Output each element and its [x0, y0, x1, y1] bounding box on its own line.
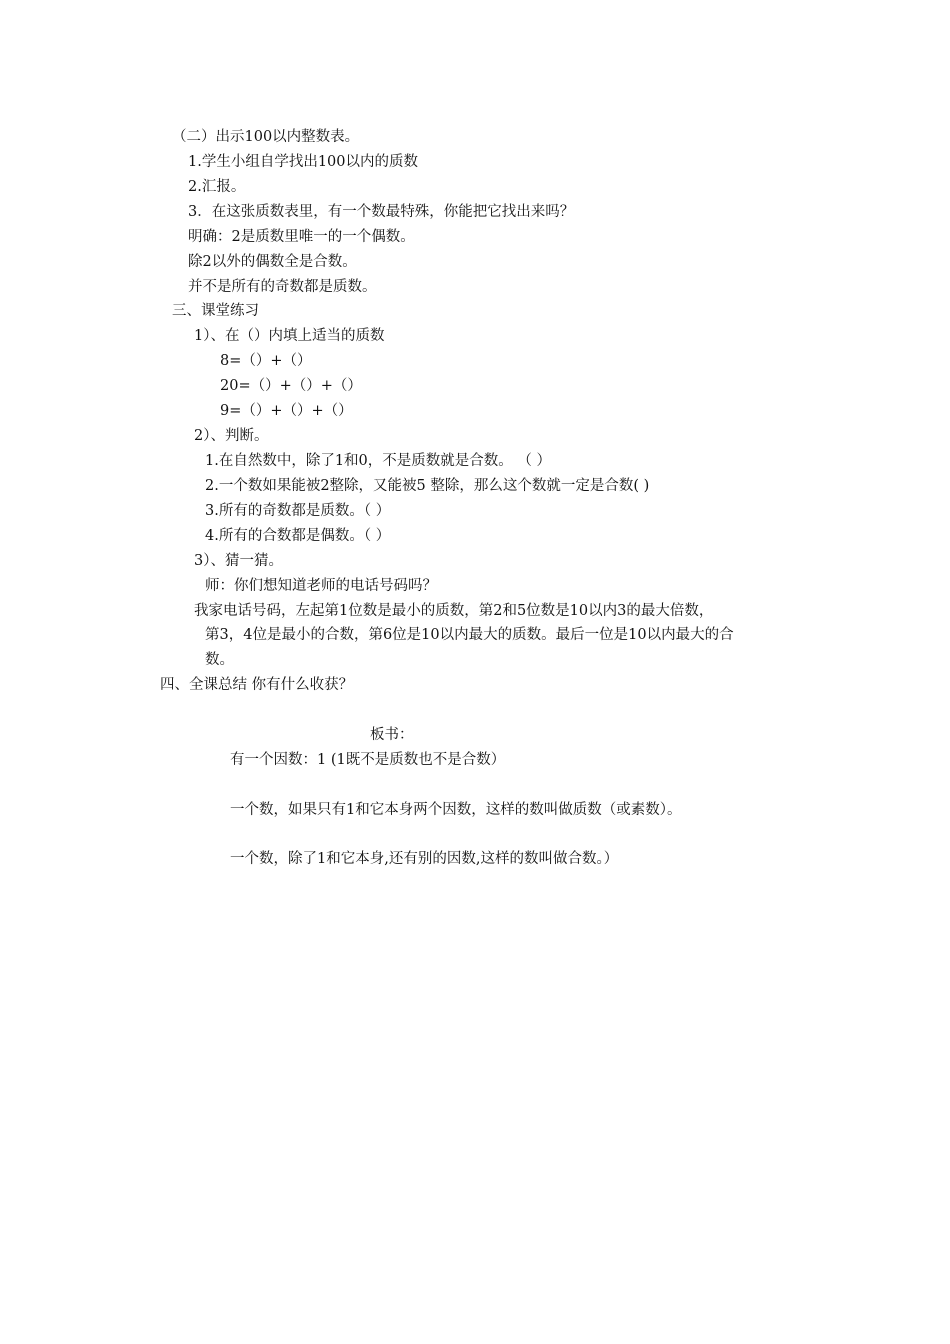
question-1-equation-3: 9=（）+（）+（） [220, 403, 353, 419]
section-four-heading: 四、全课总结 你有什么收获？ [160, 677, 354, 693]
judge-item-1: 1.在自然数中，除了1和0，不是质数就是合数。 （ ） [205, 453, 552, 469]
question-1-equation-1: 8=（）+（） [220, 353, 312, 369]
question-1-equation-2: 20=（）+（）+（） [220, 378, 362, 394]
board-title: 板书： [370, 727, 414, 743]
clarify-1: 明确：2是质数里唯一的一个偶数。 [188, 229, 415, 245]
question-3-title: 3）、猜一猜。 [194, 553, 283, 569]
judge-item-4: 4.所有的合数都是偶数。（ ） [205, 528, 391, 544]
judge-item-3: 3.所有的奇数都是质数。（ ） [205, 503, 391, 519]
board-line-1: 有一个因数：1 (1既不是质数也不是合数） [230, 752, 506, 768]
board-line-2: 一个数，如果只有1和它本身两个因数，这样的数叫做质数（或素数）。 [230, 802, 682, 818]
clarify-3: 并不是所有的奇数都是质数。 [188, 279, 377, 295]
step-2: 2.汇报。 [188, 179, 246, 195]
judge-item-2: 2.一个数如果能被2整除，又能被5 整除，那么这个数就一定是合数( ) [205, 478, 650, 494]
question-3-teacher: 师：你们想知道老师的电话号码吗？ [205, 578, 437, 594]
question-3-line-1: 我家电话号码，左起第1位数是最小的质数，第2和5位数是10以内3的最大倍数， [194, 603, 714, 619]
clarify-2: 除2以外的偶数全是合数。 [188, 254, 357, 270]
section-two-heading: （二）出示100以内整数表。 [172, 129, 360, 145]
section-three-heading: 三、课堂练习 [172, 303, 259, 319]
step-1: 1.学生小组自学找出100以内的质数 [188, 154, 419, 170]
question-1-title: 1）、在（）内填上适当的质数 [194, 328, 385, 344]
question-3-line-2: 第3，4位是最小的合数，第6位是10以内最大的质数。最后一位是10以内最大的合 [205, 627, 734, 643]
question-2-title: 2）、判断。 [194, 428, 269, 444]
question-3-line-3: 数。 [205, 652, 234, 668]
board-line-3: 一个数，除了1和它本身,还有别的因数,这样的数叫做合数。） [230, 851, 619, 867]
step-3: 3．在这张质数表里，有一个数最特殊，你能把它找出来吗？ [188, 204, 575, 220]
